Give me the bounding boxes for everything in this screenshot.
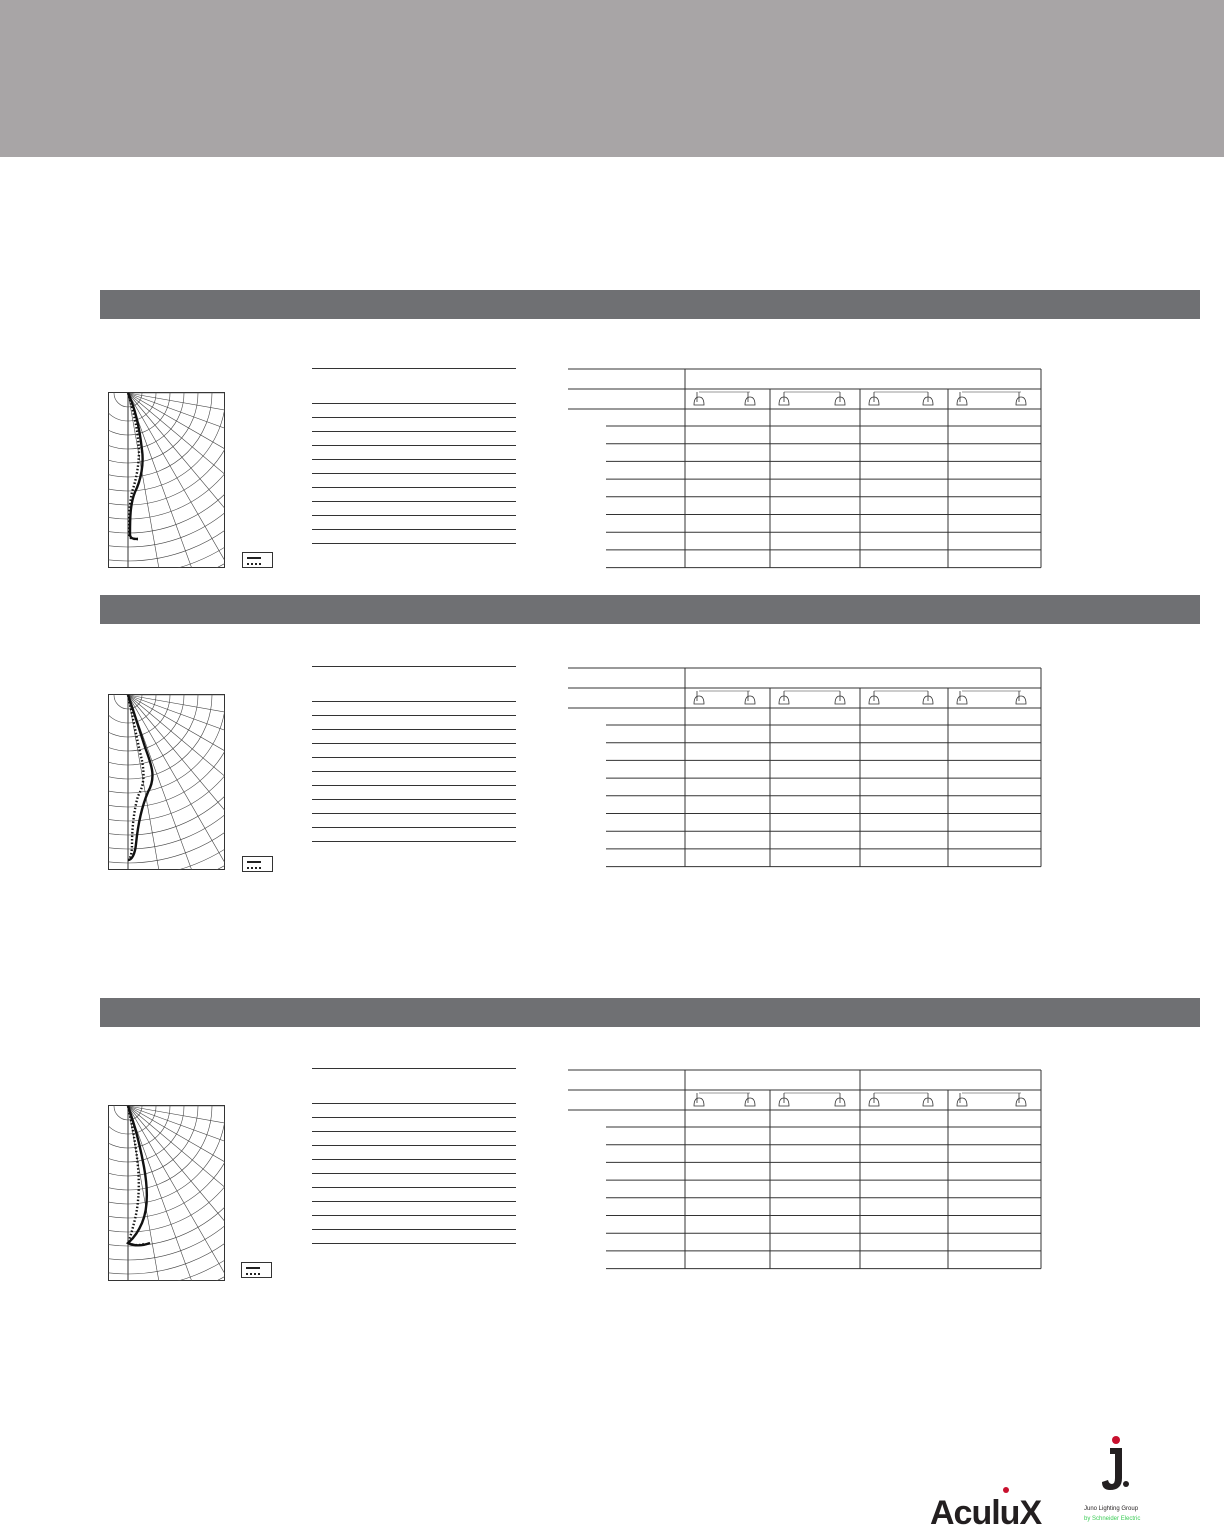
fixture-icon [745, 691, 755, 704]
spec-list-rule [312, 799, 516, 800]
polar-ring [108, 1105, 225, 1246]
spec-list-rule [312, 729, 516, 730]
illuminance-table-3 [568, 1069, 1043, 1271]
fixture-icon [835, 691, 845, 704]
juno-red-dot [1112, 1436, 1120, 1444]
fixture-icon [779, 1093, 789, 1106]
fixture-icon [1016, 691, 1026, 704]
polar-grid [108, 694, 225, 870]
polar-ring [108, 694, 225, 870]
fixture-icon [957, 691, 967, 704]
polar-ray [128, 1106, 225, 1281]
polar-diagram-2 [108, 694, 225, 870]
spec-list-rule [312, 771, 516, 772]
polar-ray [128, 1106, 225, 1236]
spec-list-rule [312, 431, 516, 432]
polar-ray [128, 695, 225, 740]
fixture-icon [835, 392, 845, 405]
fixture-icon [869, 392, 879, 405]
fixture-icon [835, 1093, 845, 1106]
spec-list-rule [312, 1145, 516, 1146]
legend-box-3 [241, 1262, 272, 1278]
polar-ring [108, 392, 225, 533]
spec-list-rule [312, 1159, 516, 1160]
spec-list-top-rule [312, 666, 516, 667]
polar-ray [128, 1106, 173, 1281]
polar-ring [108, 1105, 198, 1176]
spec-list-rule [312, 1173, 516, 1174]
polar-ray [128, 393, 225, 568]
polar-ring [108, 392, 225, 568]
polar-ray [128, 393, 225, 568]
fixture-icon [745, 1093, 755, 1106]
polar-diagram-3 [108, 1105, 225, 1281]
polar-ring [108, 1105, 225, 1274]
polar-ring [108, 392, 225, 568]
polar-ring [108, 1105, 225, 1232]
spec-list-rule [312, 1117, 516, 1118]
polar-diagram-1 [108, 392, 225, 568]
fixture-icon [957, 1093, 967, 1106]
fixture-icon [694, 392, 704, 405]
polar-ring [108, 1105, 225, 1281]
polar-ring [108, 694, 225, 821]
fixture-icon [1016, 1093, 1026, 1106]
spec-list-rule [312, 701, 516, 702]
polar-grid [108, 1105, 225, 1281]
spec-list-rule [312, 529, 516, 530]
aculux-logo-text: AculuX [930, 1494, 1042, 1530]
polar-ring [108, 392, 225, 568]
legend-box-2 [242, 856, 273, 872]
spec-list-rule [312, 1103, 516, 1104]
section-bar-1 [100, 290, 1200, 319]
spec-list-rule [312, 487, 516, 488]
fixture-icon [694, 691, 704, 704]
spec-list-rule [312, 715, 516, 716]
spec-list-rule [312, 1215, 516, 1216]
fixture-icon [923, 392, 933, 405]
polar-ring [108, 694, 225, 870]
spec-list-top-rule [312, 368, 516, 369]
juno-logo-text: Juno Lighting Group [1084, 1506, 1139, 1512]
legend-box-1 [242, 552, 273, 568]
spec-list-rule [312, 417, 516, 418]
illuminance-table-1 [568, 368, 1043, 570]
spec-list-rule [312, 459, 516, 460]
polar-ring [108, 694, 225, 870]
spec-list-rule [312, 1201, 516, 1202]
polar-ring [108, 1105, 225, 1281]
polar-ring [108, 694, 225, 863]
polar-ray [128, 1106, 225, 1281]
polar-ring [108, 694, 225, 835]
aculux-dot [1003, 1487, 1009, 1493]
polar-ring [108, 392, 198, 463]
fixture-icon [694, 1093, 704, 1106]
spec-list-rule [312, 785, 516, 786]
polar-ring [108, 1105, 184, 1162]
polar-ring [108, 1105, 225, 1281]
fixture-icon [923, 691, 933, 704]
fixture-icon [779, 392, 789, 405]
polar-ring [108, 694, 198, 765]
spec-list-rule [312, 841, 516, 842]
spec-list-2 [312, 666, 516, 846]
polar-ring [108, 392, 225, 561]
fixture-icon [745, 392, 755, 405]
fixture-icon [957, 392, 967, 405]
polar-ring [108, 392, 225, 519]
fixture-icon [869, 1093, 879, 1106]
spec-list-rule [312, 1131, 516, 1132]
polar-ray [128, 695, 225, 870]
polar-ray [128, 695, 225, 870]
aculux-logo [928, 1484, 1068, 1530]
juno-j-mark [1102, 1448, 1122, 1490]
spec-list-rule [312, 543, 516, 544]
fixture-icon [779, 691, 789, 704]
spec-list-rule [312, 743, 516, 744]
spec-list-rule [312, 445, 516, 446]
spec-list-rule [312, 473, 516, 474]
polar-ring [108, 392, 225, 568]
polar-ring [108, 1105, 225, 1281]
polar-ray [128, 393, 225, 438]
spec-list-rule [312, 1243, 516, 1244]
section-bar-2 [100, 595, 1200, 624]
polar-ring [108, 694, 225, 870]
polar-ring [108, 694, 184, 751]
spec-list-rule [312, 827, 516, 828]
spec-list-3 [312, 1068, 516, 1248]
juno-logo-by: by Schneider Electric [1084, 1516, 1141, 1522]
spec-list-rule [312, 403, 516, 404]
spec-list-rule [312, 1187, 516, 1188]
spec-list-top-rule [312, 1068, 516, 1069]
spec-list-rule [312, 757, 516, 758]
section-bar-3 [100, 998, 1200, 1027]
fixture-icon [923, 1093, 933, 1106]
polar-ray [128, 1106, 225, 1151]
illuminance-table-2 [568, 667, 1043, 869]
header-band [0, 0, 1224, 157]
polar-ring [108, 392, 184, 449]
spec-list-rule [312, 515, 516, 516]
juno-logo [1082, 1434, 1152, 1534]
polar-grid [108, 392, 225, 568]
fixture-icon [869, 691, 879, 704]
spec-list-1 [312, 368, 516, 548]
spec-list-rule [312, 501, 516, 502]
spec-list-rule [312, 1229, 516, 1230]
fixture-icon [1016, 392, 1026, 405]
curve-dotted [128, 393, 139, 539]
spec-list-rule [312, 813, 516, 814]
